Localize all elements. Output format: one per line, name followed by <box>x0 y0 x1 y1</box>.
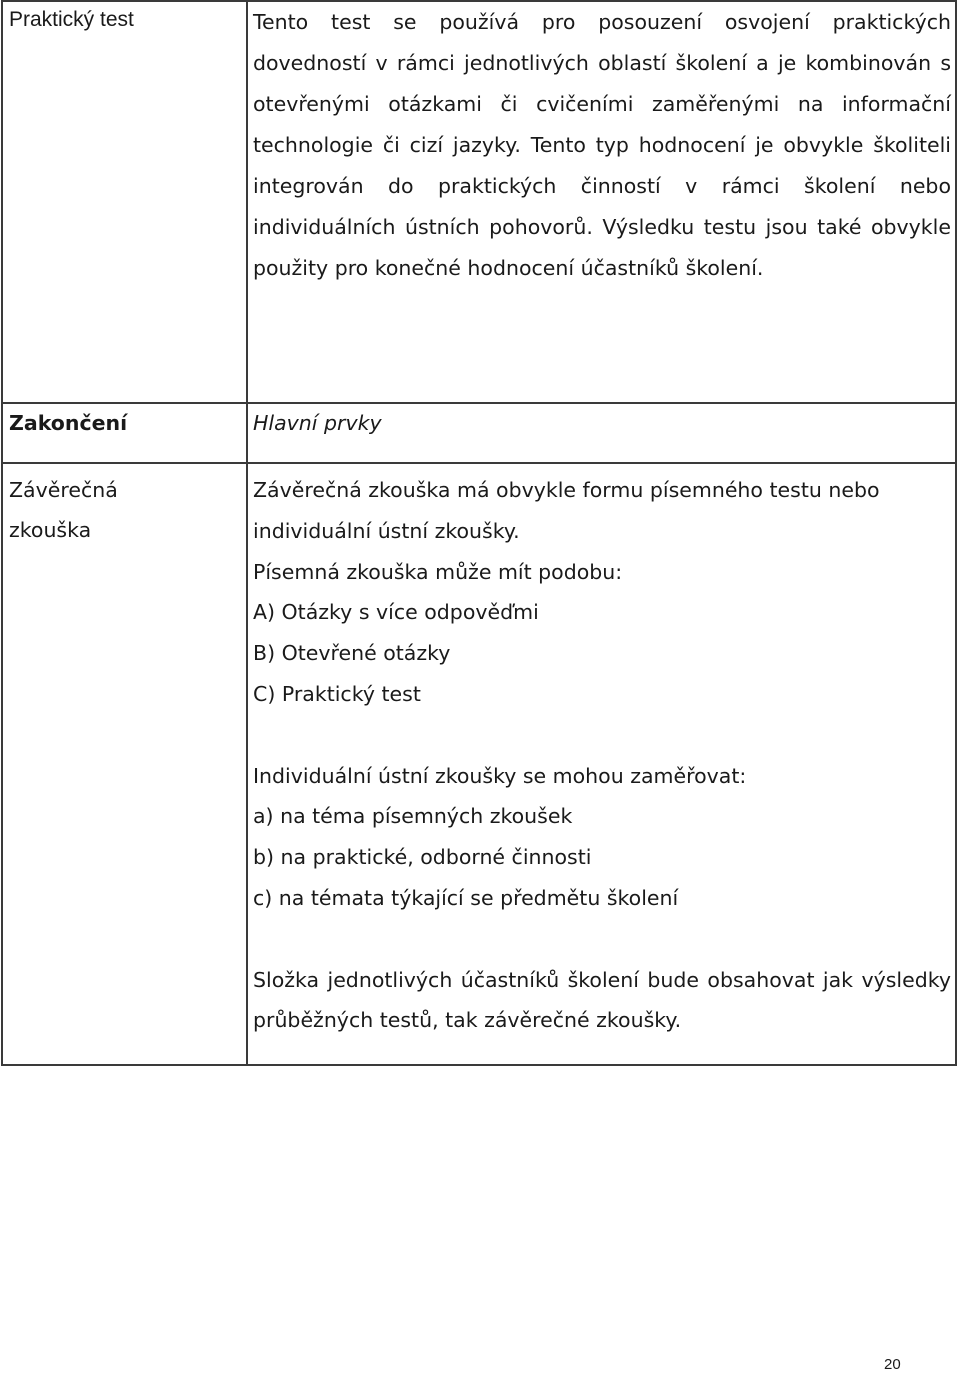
assessment-table <box>1 0 957 1066</box>
final-exam-paragraph: Závěrečná zkouška má obvykle formu písemného testu nebo individuální ústní zkoušky. <box>253 478 880 543</box>
row-label-cell <box>2 1 247 403</box>
table-row <box>2 463 956 1065</box>
oral-exam-intro: Individuální ústní zkoušky se mohou zaměřovat: <box>253 763 747 788</box>
written-exam-intro: Písemná zkouška může mít podobu: <box>253 559 623 584</box>
paragraph-spacer <box>253 715 951 756</box>
row-content-cell <box>247 1 956 403</box>
closing-paragraph: Složka jednotlivých účastníků školení bude obsahovat jak výsledky průběžných testů, tak závěrečné zkoušky. <box>253 967 951 1033</box>
page-number: 20 <box>884 1356 901 1373</box>
written-exam-item: A) Otázky s více odpověďmi <box>253 600 539 625</box>
written-exam-item: C) Praktický test <box>253 681 421 706</box>
written-exam-item: B) Otevřené otázky <box>253 641 451 666</box>
table-row <box>2 403 956 463</box>
row-content-cell <box>247 463 956 1065</box>
practical-test-text: Tento test se používá pro posouzení osvojení praktických dovedností v rámci jednotlivých oblastí školení a je kombinován s otevřenými otázkami či cvičeními zaměřenými na informační technologie či cizí jazyky. Tento typ hodnocení je obvykle školiteli integrován do praktických činností v rámci školení nebo individuálních ústních pohovorů. Výsledku testu jsou také obvykle použity pro konečné hodnocení účastníků školení. <box>253 10 951 280</box>
section-heading-zakonceni: Zakončení <box>9 411 128 435</box>
final-exam-label: Závěrečná zkouška <box>9 478 118 542</box>
oral-exam-item: b) na praktické, odborné činnosti <box>253 845 592 870</box>
row-label-cell <box>2 463 247 1065</box>
row-content-cell <box>247 403 956 463</box>
row-label-cell <box>2 403 247 463</box>
oral-exam-item: c) na témata týkající se předmětu školení <box>253 885 679 910</box>
practical-test-description <box>253 2 951 289</box>
table-row <box>2 1 956 403</box>
practical-test-label: Praktický test <box>9 8 134 31</box>
main-elements-heading: Hlavní prvky <box>253 411 382 435</box>
paragraph-spacer <box>253 919 951 960</box>
oral-exam-item: a) na téma písemných zkoušek <box>253 804 573 829</box>
